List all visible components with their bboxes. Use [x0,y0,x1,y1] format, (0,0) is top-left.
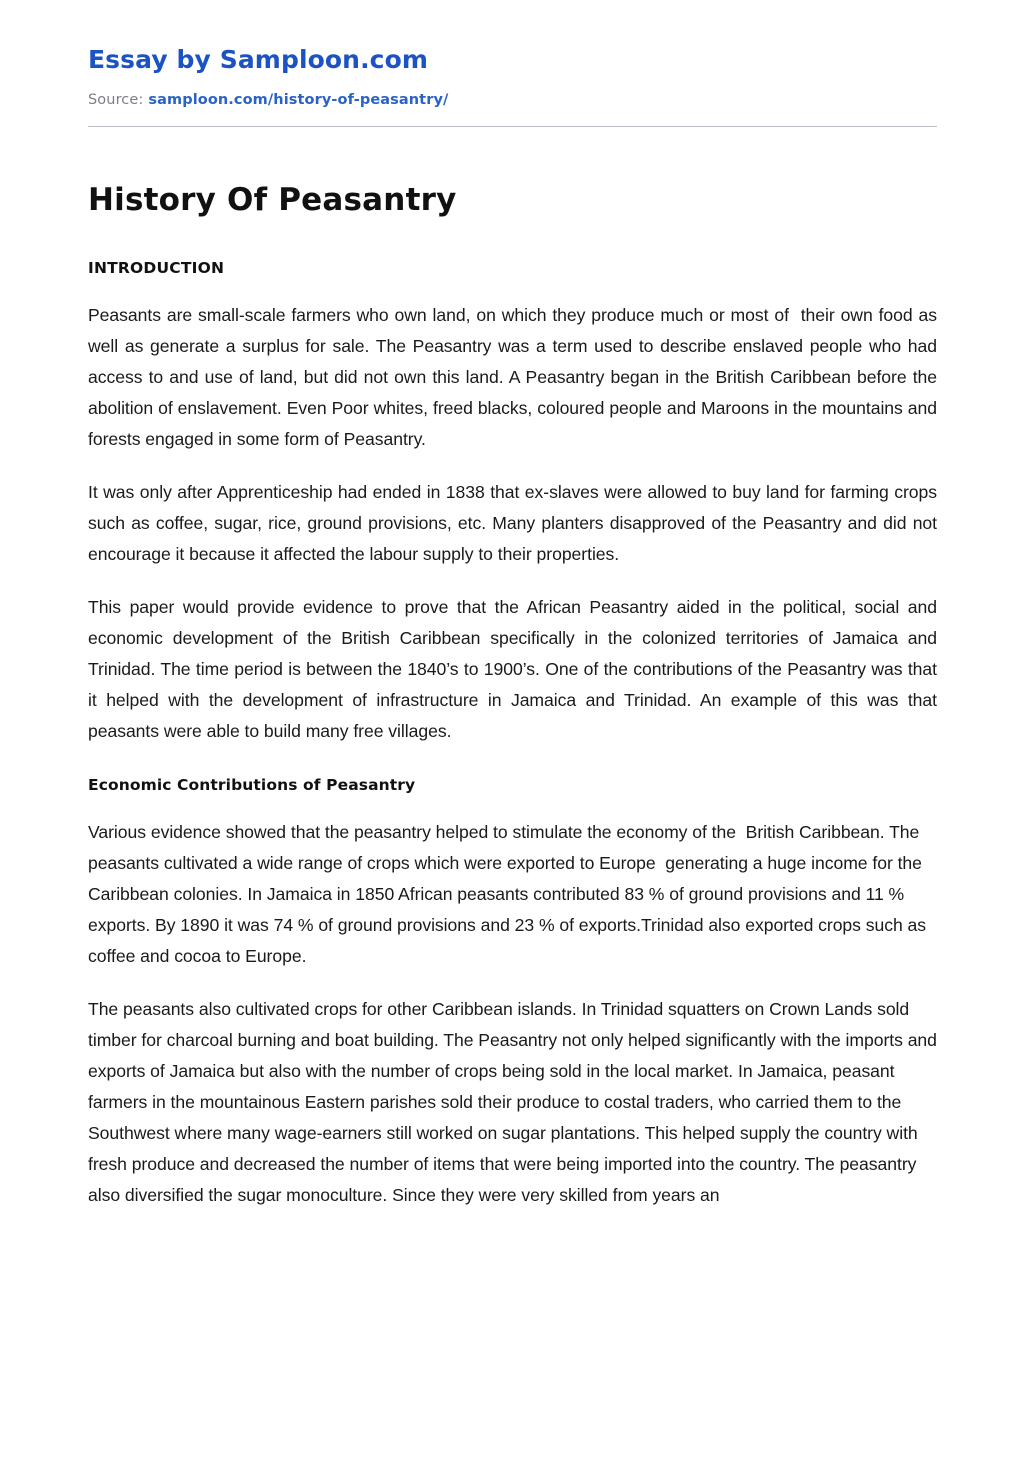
source-row [88,91,936,110]
paragraph-economic-2: The peasants also cultivated crops for other Caribbean islands. In Trinidad squatters on Crown Lands sold timber for charcoal burning and boat building. The Peasantry not only helped significantly with the imports and exports of Jamaica but also with the number of crops being sold in the local market. In Jamaica, peasant farmers in the mountainous Eastern parishes sold their produce to costal traders, who carried them to the Southwest where many wage-earners still worked on sugar plantations. This helped supply the country with fresh produce and decreased the number of items that were being imported into the country. The peasantry also diversified the sugar monoculture. Since they were very skilled from years an [88,999,942,1206]
site-brand-logo[interactable]: Essay by Samploon.com [88,45,429,74]
header-divider [88,126,937,127]
paragraph-intro-2: It was only after Apprenticeship had ended in 1838 that ex-slaves were allowed to buy land for farming crops such as coffee, sugar, rice, ground provisions, etc. Many planters disapproved of the Peasantry and did not encourage it because it affected the labour supply to their properties. [88,481,942,564]
section-heading-economic-contributions: Economic Contributions of Peasantry [88,775,416,794]
source-url-link[interactable]: samploon.com/history-of-peasantry/ [148,91,449,108]
source-label: Source: [88,91,144,108]
paragraph-intro-3: This paper would provide evidence to prove that the African Peasantry aided in the political, social and economic development of the British Caribbean specifically in the colonized territories of Jamaica and Trinidad. The time period is between the 1840’s to 1900’s. One of the contributions of the Peasantry was that it helped with the development of infrastructure in Jamaica and Trinidad. An example of this was that peasants were able to build many free villages. [88,596,942,741]
page-title: History Of Peasantry [88,181,457,218]
paragraph-economic-1: Various evidence showed that the peasantry helped to stimulate the economy of the British Caribbean. The peasants cultivated a wide range of crops which were exported to Europe generating a huge income for the Caribbean colonies. In Jamaica in 1850 African peasants contributed 83 % of ground provisions and 11 % exports. By 1890 it was 74 % of ground provisions and 23 % of exports.Trinidad also exported crops such as coffee and cocoa to Europe. [88,822,931,967]
paragraph-intro-1: Peasants are small-scale farmers who own land, on which they produce much or most of their own food as well as generate a surplus for sale. The Peasantry was a term used to describe enslaved people who had access to and use of land, but did not own this land. A Peasantry began in the British Caribbean before the abolition of enslavement. Even Poor whites, freed blacks, coloured people and Maroons in the mountains and forests engaged in some form of Peasantry. [88,304,942,449]
section-heading-introduction: INTRODUCTION [88,258,225,277]
article-body [0,182,1024,1211]
site-header [0,0,1024,110]
